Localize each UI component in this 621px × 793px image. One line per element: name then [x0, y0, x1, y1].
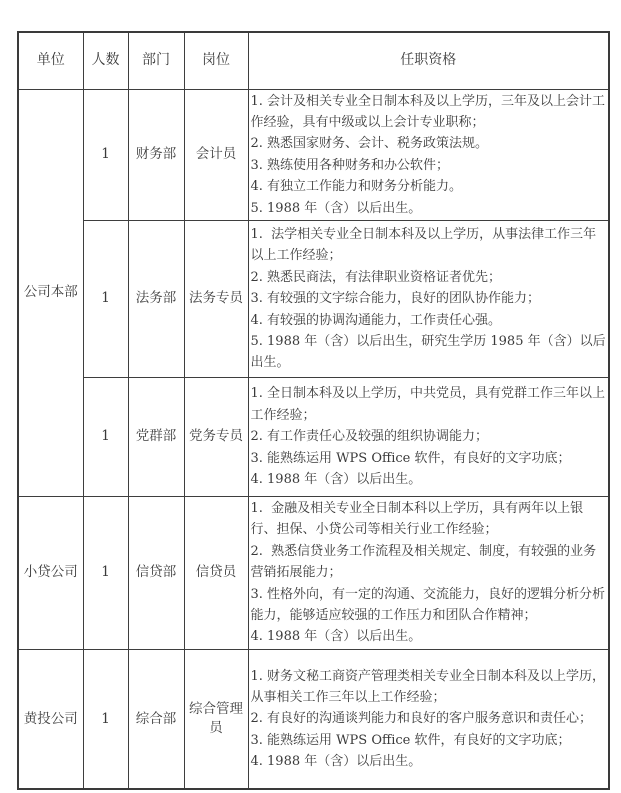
headcount-cell: 1 [83, 377, 128, 496]
unit-cell: 公司本部 [18, 89, 83, 496]
qualification-item: 3. 能熟练运用 WPS Office 软件，有良好的文字功底； [250, 450, 571, 466]
qualification-item: 1. 财务文秘工商资产管理类相关专业全日制本科及以上学历，从事相关工作三年以上工作经验； [250, 668, 606, 705]
headcount-cell: 1 [83, 89, 128, 220]
qualification-item: 4. 有较强的协调沟通能力，工作责任心强。 [250, 312, 502, 328]
table-row [18, 89, 609, 220]
qualification-item: 1. 法学相关专业全日制本科及以上学历，从事法律工作三年以上工作经验； [250, 227, 597, 264]
qualification-item: 3. 性格外向，有一定的沟通、交流能力，良好的逻辑分析分析能力，能够适应较强的工作压力和团队合作精神； [250, 586, 606, 623]
headcount-cell: 1 [83, 220, 128, 377]
position-cell: 综合管理员 [184, 649, 248, 789]
qualification-item: 2. 有良好的沟通谈判能力和良好的客户服务意识和责任心； [250, 711, 593, 727]
department-cell: 党群部 [128, 377, 184, 496]
col-header-position: 岗位 [184, 32, 248, 89]
table-row [18, 377, 609, 496]
header-row [18, 32, 609, 89]
department-cell: 综合部 [128, 649, 184, 789]
qualification-item: 4. 有独立工作能力和财务分析能力。 [250, 179, 463, 195]
table-row [18, 220, 609, 377]
headcount-cell: 1 [83, 496, 128, 649]
qualification-item: 1. 全日制本科及以上学历，中共党员，具有党群工作三年以上工作经验； [250, 386, 606, 423]
qualifications-cell [248, 89, 609, 220]
col-header-department: 部门 [128, 32, 184, 89]
unit-cell: 小贷公司 [18, 496, 83, 649]
department-cell: 信贷部 [128, 496, 184, 649]
position-cell: 信贷员 [184, 496, 248, 649]
recruitment-table [17, 31, 610, 790]
department-cell: 法务部 [128, 220, 184, 377]
qualification-item: 2. 有工作责任心及较强的组织协调能力； [250, 429, 489, 445]
qualification-item: 5. 1988 年（含）以后出生，研究生学历 1985 年（含）以后出生。 [250, 334, 606, 371]
qualification-item: 2. 熟悉国家财务、会计、税务政策法规。 [250, 136, 489, 152]
unit-cell: 黄投公司 [18, 649, 83, 789]
qualifications-cell [248, 649, 609, 789]
qualification-item: 5. 1988 年（含）以后出生。 [250, 200, 422, 216]
qualification-item: 1. 金融及相关专业全日制本科以上学历，具有两年以上银行、担保、小贷公司等相关行业工作经验； [250, 500, 584, 538]
qualification-item: 3. 熟练使用各种财务和办公软件； [250, 157, 450, 173]
qualifications-cell [248, 496, 609, 649]
qualification-item: 3. 能熟练运用 WPS Office 软件，有良好的文字功底； [250, 732, 571, 748]
qualification-item: 2. 熟悉信贷业务工作流程及相关规定、制度，有较强的业务营销拓展能力； [250, 543, 597, 581]
table-row [18, 649, 609, 789]
position-cell: 党务专员 [184, 377, 248, 496]
col-header-qualifications: 任职资格 [248, 32, 609, 89]
qualification-item: 4. 1988 年（含）以后出生。 [250, 754, 422, 770]
col-header-headcount: 人数 [83, 32, 128, 89]
qualification-item: 2. 熟悉民商法，有法律职业资格证者优先； [250, 269, 502, 285]
qualifications-cell [248, 220, 609, 377]
qualification-item: 3. 有较强的文字综合能力，良好的团队协作能力； [250, 291, 541, 307]
position-cell: 法务专员 [184, 220, 248, 377]
department-cell: 财务部 [128, 89, 184, 220]
qualification-item: 1. 会计及相关专业全日制本科及以上学历，三年及以上会计工作经验，具有中级或以上会计专业职称； [250, 93, 606, 130]
table-row [18, 496, 609, 649]
position-cell: 会计员 [184, 89, 248, 220]
qualification-item: 4. 1988 年（含）以后出生。 [250, 629, 422, 645]
qualifications-cell [248, 377, 609, 496]
headcount-cell: 1 [83, 649, 128, 789]
qualification-item: 4. 1988 年（含）以后出生。 [250, 472, 422, 488]
col-header-unit: 单位 [18, 32, 83, 89]
